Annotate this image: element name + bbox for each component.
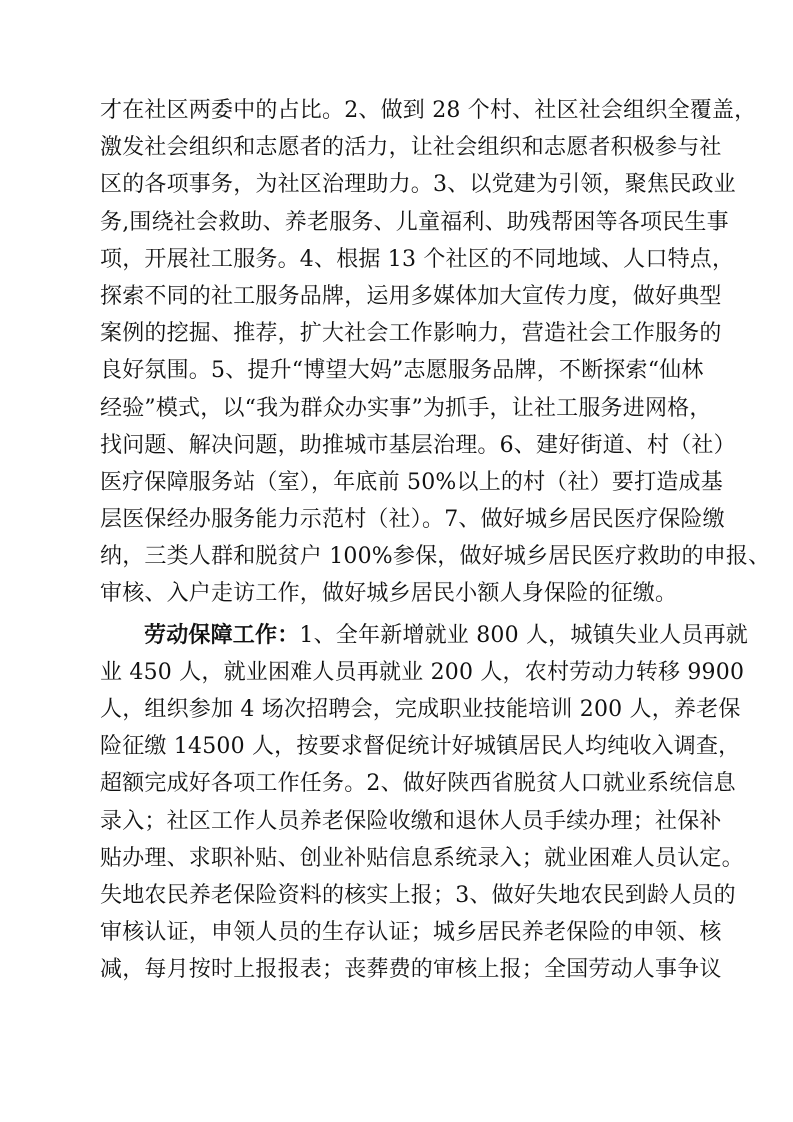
text-line: 找问题、解决问题，助推城市基层治理。6、建好街道、村（社）	[100, 432, 736, 458]
text-line: 区的各项事务，为社区治理助力。3、以党建为引领，聚焦民政业	[100, 172, 736, 198]
text-line: 人，组织参加 4 场次招聘会，完成职业技能培训 200 人，养老保	[100, 697, 741, 722]
text-line: 审核认证，申领人员的生存认证；城乡居民养老保险的申领、核	[100, 920, 722, 946]
text-line: 减，每月按时上报报表；丧葬费的审核上报；全国劳动人事争议	[100, 957, 722, 983]
text-line: 医疗保障服务站（室），年底前 50%以上的村（社）要打造成基	[100, 469, 723, 495]
text-line: 险征缴 14500 人，按要求督促统计好城镇居民人均纯收入调查，	[100, 734, 741, 760]
text-line: 项，开展社工服务。4、根据 13 个社区的不同地域、人口特点，	[100, 246, 735, 272]
text-line: 审核、入户走访工作，做好城乡居民小额人身保险的征缴。	[100, 581, 678, 607]
text-line: 务,围绕社会救助、养老服务、儿童福利、助残帮困等各项民生事	[100, 209, 729, 235]
text-line: 才在社区两委中的占比。2、做到 28 个村、社区社会组织全覆盖，	[100, 98, 757, 123]
text-run: 1、全年新增就业 800 人，城镇失业人员再就	[299, 622, 748, 648]
text-line: 录入；社区工作人员养老保险收缴和退休人员手续办理；社保补	[100, 808, 722, 834]
text-line: 案例的挖掘、推荐，扩大社会工作影响力，营造社会工作服务的	[100, 321, 722, 347]
paragraph-labor-security	[100, 617, 748, 989]
paragraph-first-line	[100, 617, 748, 654]
text-line: 良好氛围。5、提升“博望大妈”志愿服务品牌，不断探索“仙林	[100, 358, 704, 384]
text-line: 纳，三类人群和脱贫户 100%参保，做好城乡居民医疗救助的申报、	[100, 544, 771, 570]
section-heading: 劳动保障工作：	[144, 622, 300, 648]
text-line: 层医保经办服务能力示范村（社）。7、做好城乡居民医疗保险缴	[100, 507, 725, 533]
text-line: 经验”模式，以“我为群众办实事”为抓手，让社工服务进网格，	[100, 395, 712, 421]
text-line: 贴办理、求职补贴、创业补贴信息系统录入；就业困难人员认定。	[100, 845, 744, 871]
text-line: 探索不同的社工服务品牌，运用多媒体加大宣传力度，做好典型	[100, 283, 722, 309]
document-page	[100, 92, 771, 989]
text-line: 失地农民养老保险资料的核实上报；3、做好失地农民到龄人员的	[100, 882, 736, 908]
text-line: 超额完成好各项工作任务。2、做好陕西省脱贫人口就业系统信息	[100, 771, 736, 797]
paragraph-social-work	[100, 92, 771, 613]
text-line: 业 450 人，就业困难人员再就业 200 人，农村劳动力转移 9900	[100, 659, 745, 685]
text-line: 激发社会组织和志愿者的活力，让社会组织和志愿者积极参与社	[100, 135, 722, 161]
